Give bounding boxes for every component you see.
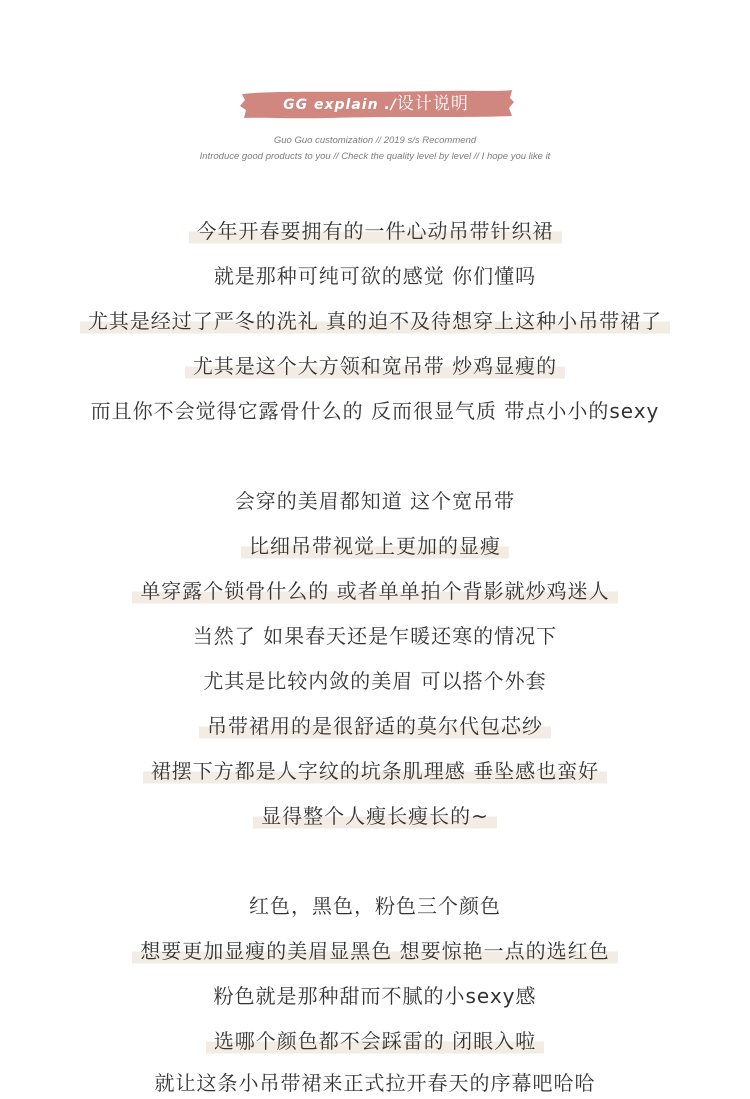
subtitle-line-2: Introduce good products to you // Check the quality level by level // I hope you like it [199,151,551,162]
header [0,0,750,180]
title-badge [238,88,514,120]
title-badge-text [238,88,514,120]
text-line: 粉色就是那种甜而不腻的小sexy感 [213,984,537,1008]
text-line: 红色，黑色，粉色三个颜色 [249,894,501,918]
text-line: 就让这条小吊带裙来正式拉开春天的序幕吧哈哈 [154,1071,596,1095]
text-line: 今年开春要拥有的一件心动吊带针织裙 [0,216,750,246]
text-line: 裙摆下方都是人字纹的坑条肌理感 垂坠感也蛮好 [0,756,750,786]
text-line: 而且你不会觉得它露骨什么的 反而很显气质 带点小小的sexy [90,399,660,423]
text-line: 尤其是经过了严冬的洗礼 真的迫不及待想穿上这种小吊带裙了 [0,306,750,336]
text-line: 比细吊带视觉上更加的显瘦 [0,531,750,561]
text-line: 尤其是这个大方领和宽吊带 炒鸡显瘦的 [0,351,750,381]
subtitle-line-1: Guo Guo customization // 2019 s/s Recommend [273,135,477,146]
badge-cn: 设计说明 [396,94,469,114]
text-line: 想要更加显瘦的美眉显黑色 想要惊艳一点的选红色 [0,936,750,966]
text-line: 单穿露个锁骨什么的 或者单单拍个背影就炒鸡迷人 [0,576,750,606]
text-line: 选哪个颜色都不会踩雷的 闭眼入啦 [0,1026,750,1056]
text-line: 当然了 如果春天还是乍暖还寒的情况下 [192,624,558,648]
text-line: 显得整个人瘦长瘦长的~ [0,801,750,831]
text-line: 吊带裙用的是很舒适的莫尔代包芯纱 [0,711,750,741]
badge-latin: GG explain ./ [283,97,397,113]
text-line: 会穿的美眉都知道 这个宽吊带 [234,489,516,513]
text-line: 就是那种可纯可欲的感觉 你们懂吗 [213,264,537,288]
text-line: 尤其是比较内敛的美眉 可以搭个外套 [203,669,547,693]
